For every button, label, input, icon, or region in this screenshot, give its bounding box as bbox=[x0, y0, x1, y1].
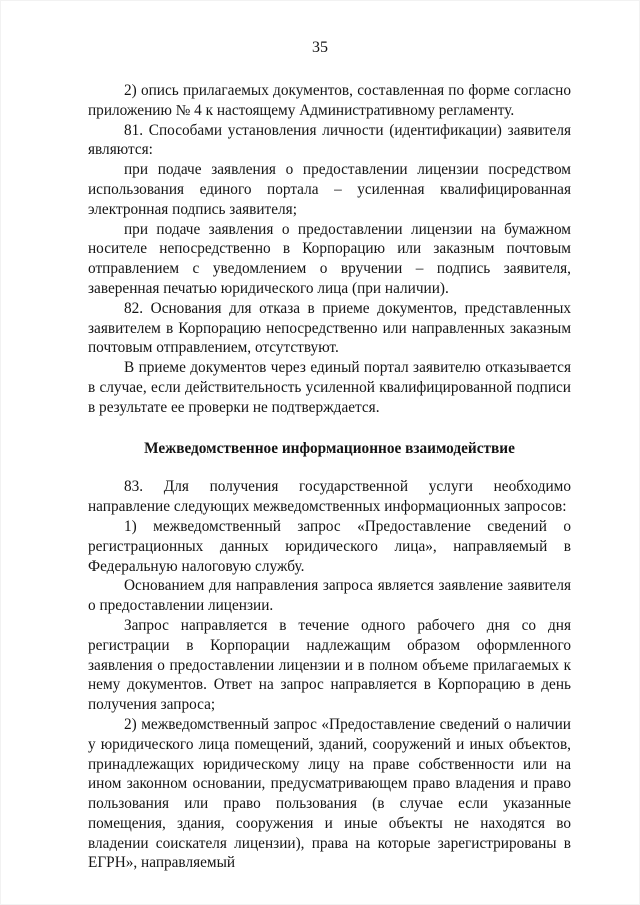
paragraph-inventory: 2) опись прилагаемых документов, составленная по форме согласно приложению № 4 к настоящему Административному регламенту. bbox=[88, 82, 571, 119]
paragraph-83-timing: Запрос направляется в течение одного рабочего дня со дня регистрации в Корпорации надлежащим образом оформленного заявления о предоставлении лицензии и в полном объеме прилагаемых к нему документов. Ответ на запрос направляется в Корпорацию в день получения запроса; bbox=[88, 616, 571, 714]
page-number: 35 bbox=[312, 39, 328, 56]
paragraph-81-paper: при подаче заявления о предоставлении лицензии на бумажном носителе непосредственно в Корпорацию или заказным почтовым отправлением с уведомлением о вручении – подпись заявителя, заверенная печатью юридического лица (при наличии). bbox=[88, 220, 571, 297]
paragraph-83-basis: Основанием для направления запроса является заявление заявителя о предоставлении лицензии. bbox=[88, 577, 571, 615]
paragraph-82-portal-refusal: В приеме документов через единый портал заявителю отказывается в случае, если действительность усиленной квалифицированной подписи в результате ее проверки не подтверждается. bbox=[88, 359, 571, 416]
paragraph-83: 83. Для получения государственной услуги необходимо направление следующих межведомственных информационных запросов: bbox=[88, 478, 571, 516]
paragraph-81-portal: при подаче заявления о предоставлении лицензии посредством использования единого портала – усиленная квалифицированная электронная подпись заявителя; bbox=[88, 161, 571, 218]
document-body bbox=[88, 81, 571, 873]
paragraph-83-request-1: 1) межведомственный запрос «Предоставление сведений о регистрационных данных юридического лица», направляемый в Федеральную налоговую службу. bbox=[88, 517, 571, 575]
paragraph-81: 81. Способами установления личности (идентификации) заявителя являются: bbox=[88, 121, 571, 159]
paragraph-82: 82. Основания для отказа в приеме документов, представленных заявителем в Корпорацию непосредственно или направленных заказным почтовым отправлением, отсутствуют. bbox=[88, 299, 571, 357]
section-heading: Межведомственное информационное взаимодействие bbox=[144, 439, 515, 457]
paragraph-83-request-2: 2) межведомственный запрос «Предоставление сведений о наличии у юридического лица помещений, зданий, сооружений и иных объектов, принадлежащих юридическому лицу на праве собственности или на ином законном основании, предусматривающем право владения и право пользования или право пользования (в случае если указанные помещения, здания, сооружения и иные объекты не находятся во владении соискателя лицензии), права на которые зарегистрированы в ЕГРН», направляемый bbox=[88, 715, 571, 872]
